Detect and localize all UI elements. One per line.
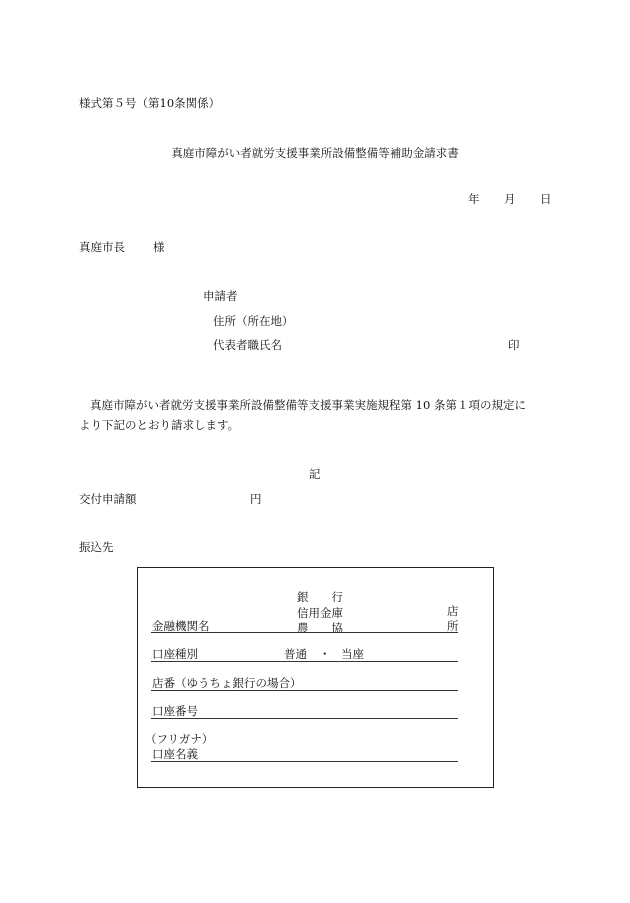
applicant-representative-label: 代表者職氏名	[213, 338, 282, 352]
grant-amount-label: 交付申請額	[79, 492, 137, 506]
institution-type-credit-union: 信用金庫	[297, 605, 343, 620]
branch-type-store: 店	[447, 604, 459, 618]
ki-heading: 記	[309, 467, 321, 481]
account-type-separator: ・	[319, 647, 331, 661]
transfer-heading: 振込先	[79, 540, 114, 554]
form-number: 様式第５号（第10条関係）	[79, 96, 221, 110]
institution-name-label: 金融機関名	[152, 619, 210, 633]
account-number-underline	[151, 718, 458, 719]
account-type-ordinary: 普通	[284, 647, 307, 661]
account-type-current: 当座	[341, 647, 364, 661]
branch-type-office: 所	[447, 619, 459, 633]
account-type-label: 口座種別	[152, 647, 198, 661]
branch-number-underline	[151, 690, 458, 691]
account-name-underline	[151, 761, 458, 762]
date-month-label: 月	[504, 192, 516, 206]
seal-mark: 印	[508, 338, 520, 352]
institution-type-agricultural-coop: 農 協	[297, 621, 343, 636]
date-year-label: 年	[468, 192, 480, 206]
applicant-address-label: 住所（所在地）	[213, 314, 294, 328]
institution-name-underline	[151, 632, 458, 633]
body-text-line-2: より下記のとおり請求します。	[79, 418, 240, 432]
furigana-label: （フリガナ）	[145, 732, 214, 746]
institution-type-list	[297, 590, 343, 637]
account-type-underline	[151, 661, 458, 662]
addressee-honorific: 様	[153, 240, 165, 254]
grant-amount-unit: 円	[250, 492, 262, 506]
branch-number-label: 店番（ゆうちょ銀行の場合）	[152, 676, 302, 690]
institution-type-bank: 銀 行	[297, 590, 343, 604]
applicant-heading: 申請者	[203, 289, 238, 303]
document-title: 真庭市障がい者就労支援事業所設備整備等補助金請求書	[171, 146, 459, 160]
account-name-label: 口座名義	[152, 747, 198, 761]
addressee-name: 真庭市長	[79, 240, 125, 254]
account-number-label: 口座番号	[152, 704, 198, 718]
body-text-line-1: 真庭市障がい者就労支援事業所設備整備等支援事業実施規程第 10 条第１項の規定に	[90, 398, 526, 412]
date-day-label: 日	[540, 192, 552, 206]
